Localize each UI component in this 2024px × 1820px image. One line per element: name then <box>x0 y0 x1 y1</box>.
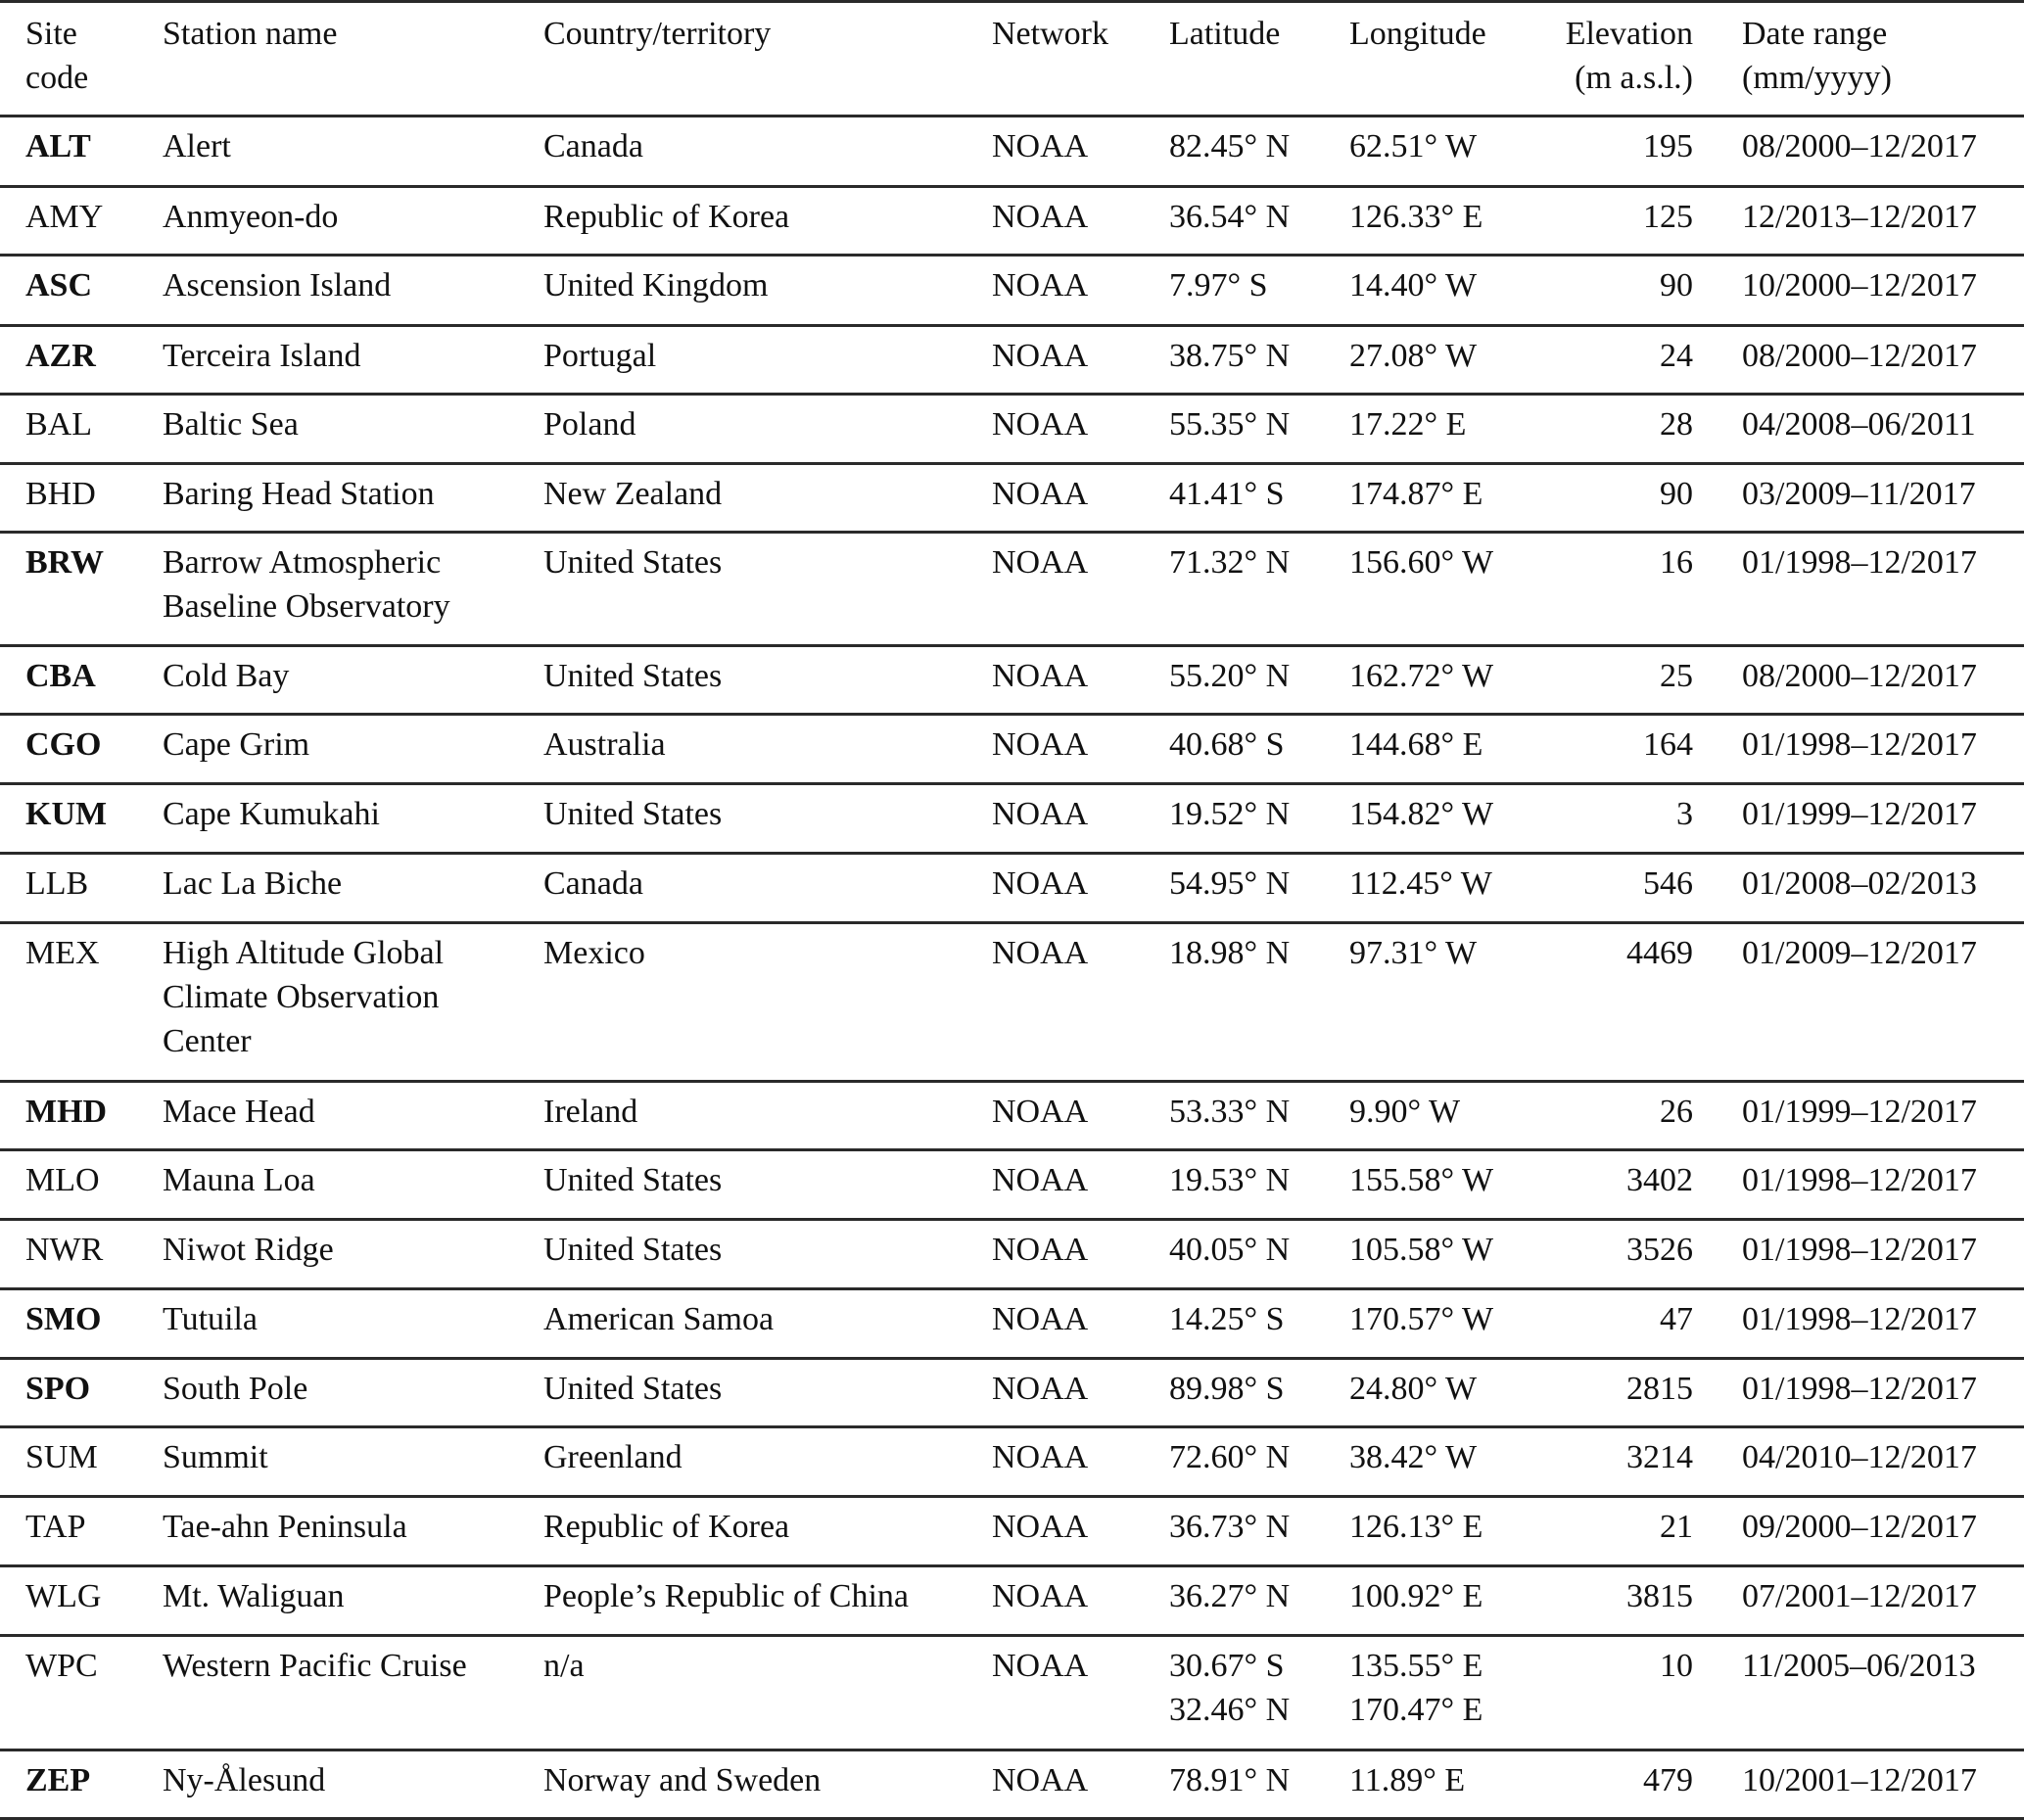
cell-latitude: 19.52° N <box>1169 796 1291 832</box>
row-rule <box>0 531 2024 534</box>
cell-site-code: WLG <box>25 1578 102 1614</box>
header-latitude: Latitude <box>1169 16 1281 52</box>
cell-longitude: 154.82° W <box>1349 796 1494 832</box>
cell-country: Mexico <box>543 935 645 971</box>
cell-country: Norway and Sweden <box>543 1762 822 1798</box>
cell-network: NOAA <box>992 1509 1089 1545</box>
cell-country: People’s Republic of China <box>543 1578 910 1614</box>
cell-country: United States <box>543 544 723 581</box>
cell-date-range: 01/2009–12/2017 <box>1742 935 1977 971</box>
cell-date-range: 01/1999–12/2017 <box>1742 1094 1977 1130</box>
cell-site-code: BHD <box>25 476 96 512</box>
cell-date-range: 08/2000–12/2017 <box>1742 658 1977 694</box>
cell-latitude: 78.91° N <box>1169 1762 1291 1798</box>
row-rule <box>0 852 2024 855</box>
cell-latitude: 53.33° N <box>1169 1094 1291 1130</box>
cell-station-name: Tutuila <box>163 1301 259 1337</box>
cell-network: NOAA <box>992 199 1089 235</box>
cell-network: NOAA <box>992 544 1089 581</box>
cell-date-range: 10/2000–12/2017 <box>1742 267 1977 303</box>
cell-longitude: 14.40° W <box>1349 267 1478 303</box>
cell-longitude: 9.90° W <box>1349 1094 1461 1130</box>
cell-site-code: NWR <box>25 1232 104 1268</box>
cell-latitude: 40.05° N <box>1169 1232 1291 1268</box>
cell-network: NOAA <box>992 658 1089 694</box>
cell-date-range: 04/2008–06/2011 <box>1742 406 1976 443</box>
cell-network: NOAA <box>992 1439 1089 1475</box>
cell-latitude: 19.53° N <box>1169 1162 1291 1198</box>
cell-date-range: 08/2000–12/2017 <box>1742 338 1977 374</box>
cell-country: Australia <box>543 726 666 763</box>
cell-site-code: WPC <box>25 1648 98 1684</box>
cell-network: NOAA <box>992 476 1089 512</box>
cell-latitude: 41.41° S <box>1169 476 1285 512</box>
cell-site-code: BRW <box>25 544 105 581</box>
cell-station-name: Tae-ahn Peninsula <box>163 1509 407 1545</box>
cell-elevation: 4469 <box>1626 935 1693 971</box>
row-rule <box>0 1287 2024 1290</box>
cell-longitude: 162.72° W <box>1349 658 1494 694</box>
cell-latitude: 82.45° N <box>1169 128 1291 164</box>
cell-date-range: 07/2001–12/2017 <box>1742 1578 1977 1614</box>
cell-date-range: 01/1998–12/2017 <box>1742 1301 1977 1337</box>
cell-date-range: 01/1998–12/2017 <box>1742 1371 1977 1407</box>
cell-network: NOAA <box>992 935 1089 971</box>
cell-station-name: Baring Head Station <box>163 476 435 512</box>
row-rule <box>0 324 2024 327</box>
cell-longitude: 155.58° W <box>1349 1162 1494 1198</box>
cell-longitude: 38.42° W <box>1349 1439 1478 1475</box>
cell-elevation: 3402 <box>1626 1162 1693 1198</box>
cell-country: United Kingdom <box>543 267 769 303</box>
cell-site-code: MHD <box>25 1094 108 1130</box>
cell-country: Poland <box>543 406 636 443</box>
cell-longitude: 135.55° E 170.47° E <box>1349 1648 1483 1728</box>
cell-station-name: Mt. Waliguan <box>163 1578 345 1614</box>
header-rule <box>0 115 2024 117</box>
cell-longitude: 105.58° W <box>1349 1232 1494 1268</box>
cell-network: NOAA <box>992 1094 1089 1130</box>
cell-network: NOAA <box>992 1371 1089 1407</box>
row-rule <box>0 1634 2024 1637</box>
cell-country: Republic of Korea <box>543 199 790 235</box>
cell-elevation: 3214 <box>1626 1439 1693 1475</box>
cell-network: NOAA <box>992 128 1089 164</box>
row-rule <box>0 1218 2024 1221</box>
cell-station-name: Barrow Atmospheric Baseline Observatory <box>163 544 450 625</box>
header-station-name: Station name <box>163 16 338 52</box>
cell-latitude: 14.25° S <box>1169 1301 1285 1337</box>
cell-network: NOAA <box>992 1162 1089 1198</box>
cell-network: NOAA <box>992 406 1089 443</box>
cell-elevation: 25 <box>1660 658 1693 694</box>
cell-date-range: 03/2009–11/2017 <box>1742 476 1976 512</box>
cell-country: Republic of Korea <box>543 1509 790 1545</box>
table-top-rule <box>0 0 2024 3</box>
cell-elevation: 24 <box>1660 338 1693 374</box>
cell-longitude: 97.31° W <box>1349 935 1478 971</box>
cell-longitude: 174.87° E <box>1349 476 1483 512</box>
cell-country: United States <box>543 658 723 694</box>
cell-country: Portugal <box>543 338 657 374</box>
cell-country: United States <box>543 796 723 832</box>
cell-elevation: 90 <box>1660 476 1693 512</box>
cell-latitude: 36.54° N <box>1169 199 1291 235</box>
cell-site-code: KUM <box>25 796 108 832</box>
cell-country: United States <box>543 1232 723 1268</box>
cell-date-range: 01/1998–12/2017 <box>1742 1232 1977 1268</box>
cell-station-name: High Altitude Global Climate Observation Center <box>163 935 445 1059</box>
cell-longitude: 11.89° E <box>1349 1762 1466 1798</box>
cell-country: Greenland <box>543 1439 683 1475</box>
cell-network: NOAA <box>992 1648 1089 1684</box>
cell-station-name: Alert <box>163 128 231 164</box>
cell-latitude: 55.20° N <box>1169 658 1291 694</box>
cell-site-code: ASC <box>25 267 93 303</box>
cell-country: American Samoa <box>543 1301 775 1337</box>
cell-latitude: 72.60° N <box>1169 1439 1291 1475</box>
row-rule <box>0 713 2024 716</box>
cell-date-range: 09/2000–12/2017 <box>1742 1509 1977 1545</box>
cell-country: n/a <box>543 1648 585 1684</box>
cell-site-code: AMY <box>25 199 104 235</box>
cell-date-range: 01/1998–12/2017 <box>1742 726 1977 763</box>
header-country: Country/territory <box>543 16 772 52</box>
header-elevation: Elevation (m a.s.l.) <box>1565 16 1693 96</box>
cell-site-code: AZR <box>25 338 96 374</box>
cell-latitude: 18.98° N <box>1169 935 1291 971</box>
cell-latitude: 55.35° N <box>1169 406 1291 443</box>
cell-longitude: 170.57° W <box>1349 1301 1494 1337</box>
cell-date-range: 12/2013–12/2017 <box>1742 199 1977 235</box>
cell-elevation: 3526 <box>1626 1232 1693 1268</box>
row-rule <box>0 1425 2024 1428</box>
row-rule <box>0 782 2024 785</box>
cell-country: United States <box>543 1371 723 1407</box>
row-rule <box>0 1749 2024 1751</box>
cell-network: NOAA <box>992 338 1089 374</box>
cell-network: NOAA <box>992 1232 1089 1268</box>
row-rule <box>0 1357 2024 1360</box>
cell-station-name: South Pole <box>163 1371 308 1407</box>
row-rule <box>0 1495 2024 1498</box>
cell-elevation: 164 <box>1643 726 1693 763</box>
cell-latitude: 36.73° N <box>1169 1509 1291 1545</box>
cell-elevation: 16 <box>1660 544 1693 581</box>
cell-station-name: Cape Kumukahi <box>163 796 380 832</box>
cell-country: Canada <box>543 128 643 164</box>
cell-site-code: ALT <box>25 128 91 164</box>
cell-elevation: 47 <box>1660 1301 1693 1337</box>
header-date-range: Date range (mm/yyyy) <box>1742 16 1892 96</box>
cell-latitude: 30.67° S 32.46° N <box>1169 1648 1291 1728</box>
cell-station-name: Summit <box>163 1439 268 1475</box>
cell-station-name: Mauna Loa <box>163 1162 315 1198</box>
cell-country: New Zealand <box>543 476 723 512</box>
cell-date-range: 01/2008–02/2013 <box>1742 865 1977 902</box>
cell-site-code: CGO <box>25 726 102 763</box>
cell-site-code: BAL <box>25 406 92 443</box>
cell-station-name: Mace Head <box>163 1094 315 1130</box>
row-rule <box>0 462 2024 465</box>
cell-site-code: ZEP <box>25 1762 91 1798</box>
row-rule <box>0 185 2024 188</box>
cell-elevation: 125 <box>1643 199 1693 235</box>
cell-site-code: LLB <box>25 865 89 902</box>
cell-latitude: 54.95° N <box>1169 865 1291 902</box>
cell-latitude: 71.32° N <box>1169 544 1291 581</box>
cell-site-code: TAP <box>25 1509 86 1545</box>
cell-station-name: Ascension Island <box>163 267 392 303</box>
cell-longitude: 112.45° W <box>1349 865 1492 902</box>
cell-elevation: 28 <box>1660 406 1693 443</box>
cell-country: Canada <box>543 865 643 902</box>
cell-station-name: Ny-Ålesund <box>163 1762 326 1798</box>
cell-site-code: MLO <box>25 1162 100 1198</box>
cell-latitude: 40.68° S <box>1169 726 1285 763</box>
header-network: Network <box>992 16 1108 52</box>
cell-network: NOAA <box>992 1301 1089 1337</box>
cell-site-code: SMO <box>25 1301 102 1337</box>
cell-date-range: 08/2000–12/2017 <box>1742 128 1977 164</box>
cell-date-range: 01/1999–12/2017 <box>1742 796 1977 832</box>
cell-date-range: 01/1998–12/2017 <box>1742 1162 1977 1198</box>
cell-elevation: 3 <box>1676 796 1693 832</box>
cell-date-range: 01/1998–12/2017 <box>1742 544 1977 581</box>
cell-elevation: 479 <box>1643 1762 1693 1798</box>
cell-elevation: 3815 <box>1626 1578 1693 1614</box>
cell-elevation: 546 <box>1643 865 1693 902</box>
cell-latitude: 89.98° S <box>1169 1371 1285 1407</box>
cell-elevation: 10 <box>1660 1648 1693 1684</box>
cell-station-name: Niwot Ridge <box>163 1232 334 1268</box>
cell-site-code: SUM <box>25 1439 98 1475</box>
cell-country: Ireland <box>543 1094 638 1130</box>
cell-date-range: 10/2001–12/2017 <box>1742 1762 1977 1798</box>
cell-network: NOAA <box>992 267 1089 303</box>
row-rule <box>0 1148 2024 1151</box>
cell-latitude: 36.27° N <box>1169 1578 1291 1614</box>
cell-elevation: 26 <box>1660 1094 1693 1130</box>
cell-longitude: 100.92° E <box>1349 1578 1483 1614</box>
cell-station-name: Cape Grim <box>163 726 310 763</box>
cell-station-name: Lac La Biche <box>163 865 343 902</box>
cell-longitude: 62.51° W <box>1349 128 1478 164</box>
cell-station-name: Baltic Sea <box>163 406 299 443</box>
row-rule <box>0 921 2024 924</box>
cell-longitude: 126.13° E <box>1349 1509 1483 1545</box>
cell-longitude: 144.68° E <box>1349 726 1483 763</box>
cell-network: NOAA <box>992 1762 1089 1798</box>
cell-longitude: 156.60° W <box>1349 544 1494 581</box>
cell-station-name: Terceira Island <box>163 338 361 374</box>
row-rule <box>0 254 2024 257</box>
cell-elevation: 21 <box>1660 1509 1693 1545</box>
cell-date-range: 04/2010–12/2017 <box>1742 1439 1977 1475</box>
cell-site-code: CBA <box>25 658 96 694</box>
row-rule <box>0 1080 2024 1083</box>
cell-longitude: 27.08° W <box>1349 338 1478 374</box>
cell-longitude: 17.22° E <box>1349 406 1467 443</box>
cell-elevation: 90 <box>1660 267 1693 303</box>
cell-station-name: Western Pacific Cruise <box>163 1648 467 1684</box>
cell-station-name: Cold Bay <box>163 658 290 694</box>
row-rule <box>0 1564 2024 1567</box>
row-rule <box>0 393 2024 396</box>
cell-longitude: 126.33° E <box>1349 199 1483 235</box>
cell-site-code: SPO <box>25 1371 91 1407</box>
cell-longitude: 24.80° W <box>1349 1371 1478 1407</box>
cell-country: United States <box>543 1162 723 1198</box>
cell-network: NOAA <box>992 865 1089 902</box>
cell-elevation: 195 <box>1643 128 1693 164</box>
cell-elevation: 2815 <box>1626 1371 1693 1407</box>
header-site-code: Site code <box>25 16 89 96</box>
cell-network: NOAA <box>992 796 1089 832</box>
cell-network: NOAA <box>992 1578 1089 1614</box>
cell-latitude: 38.75° N <box>1169 338 1291 374</box>
cell-site-code: MEX <box>25 935 100 971</box>
cell-network: NOAA <box>992 726 1089 763</box>
row-rule <box>0 644 2024 647</box>
header-longitude: Longitude <box>1349 16 1486 52</box>
cell-date-range: 11/2005–06/2013 <box>1742 1648 1976 1684</box>
cell-latitude: 7.97° S <box>1169 267 1268 303</box>
cell-station-name: Anmyeon-do <box>163 199 339 235</box>
